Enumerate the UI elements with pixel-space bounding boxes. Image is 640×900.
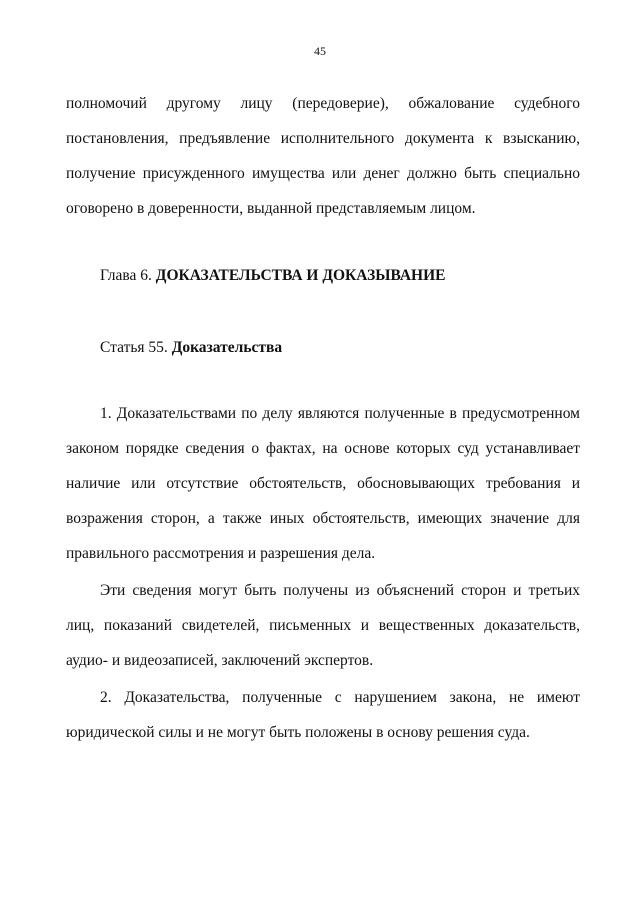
chapter-prefix: Глава 6.: [100, 267, 152, 284]
chapter-heading: [100, 266, 446, 286]
chapter-title: ДОКАЗАТЕЛЬСТВА И ДОКАЗЫВАНИЕ: [155, 267, 446, 284]
article-paragraph-1: 1. Доказательствами по делу являются полученные в предусмотренном законом порядке сведения о фактах, на основе которых суд устанавливает наличие или отсутствие обстоятельств, обосновывающих требования и возражения сторон, а также иных обстоятельств, имеющих значение для правильного рассмотрения и разрешения дела.: [66, 405, 580, 562]
article-title: Доказательства: [171, 339, 283, 356]
article-prefix: Статья 55.: [100, 339, 168, 356]
article-paragraph-3: 2. Доказательства, полученные с нарушением закона, не имеют юридической силы и не могут быть положены в основу решения суда.: [66, 689, 580, 741]
continuation-paragraph: полномочий другому лицу (передоверие), обжалование судебного постановления, предъявление исполнительного документа к взысканию, получение присужденного имущества или денег должно быть специально оговорено в доверенности, выданной представляемым лицом.: [66, 95, 580, 217]
page-number: 45: [314, 44, 326, 58]
article-paragraph-2: Эти сведения могут быть получены из объяснений сторон и третьих лиц, показаний свидетелей, письменных и вещественных доказательств, аудио- и видеозаписей, заключений экспертов.: [66, 582, 580, 669]
article-heading: [100, 338, 282, 358]
